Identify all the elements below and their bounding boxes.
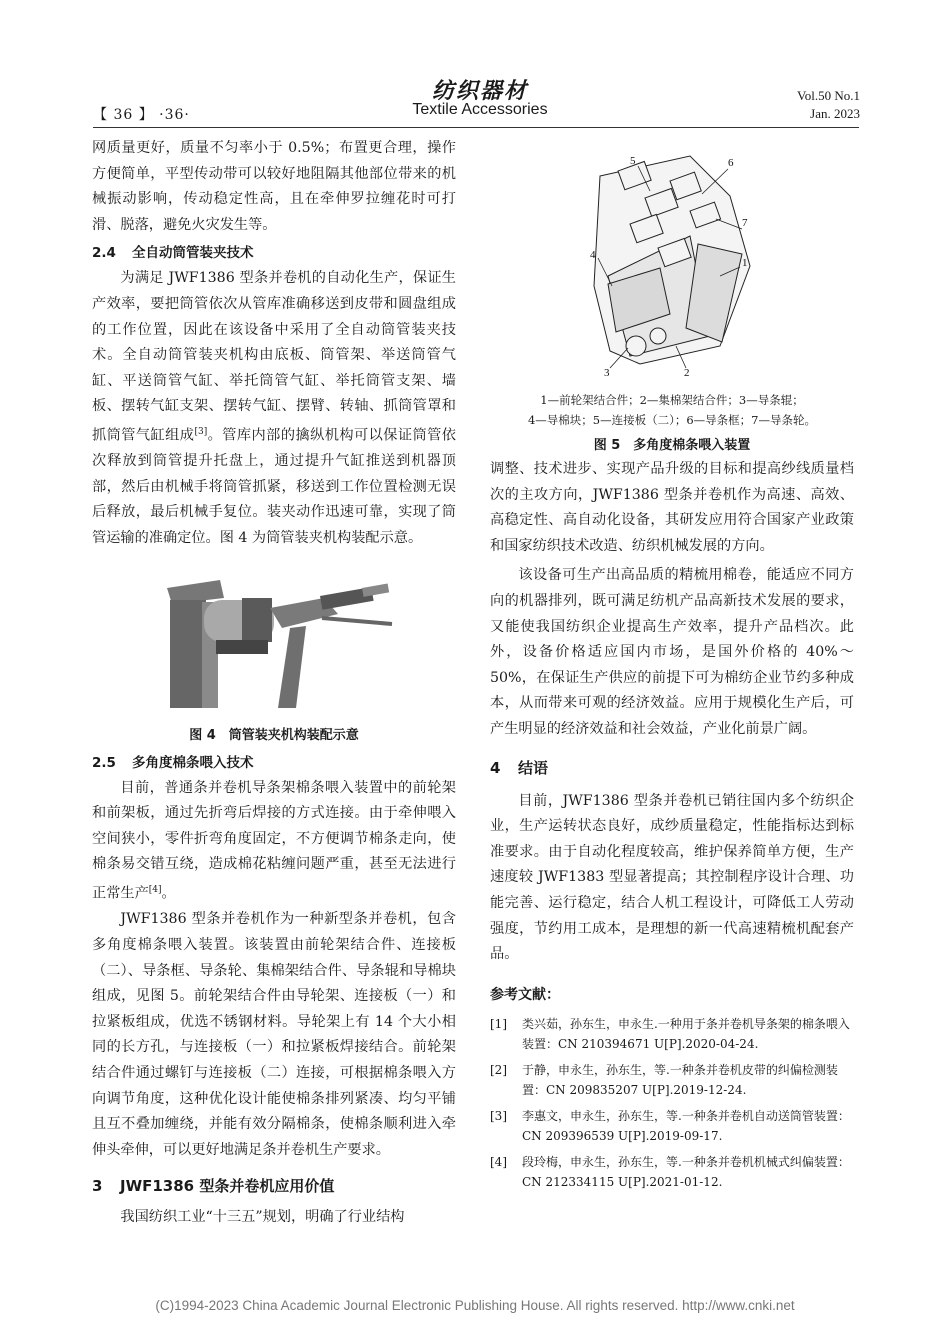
journal-title-cn: 纺织器材 [431, 78, 528, 104]
reference-text: 李惠文，申永生，孙东生，等.一种条并卷机自动送筒管装置：CN 209396539 U[P].2019-09-17. [522, 1108, 850, 1143]
fig5-label-6: 6 [728, 157, 734, 169]
fig5-label-1: 1 [742, 257, 748, 269]
paragraph [92, 266, 456, 551]
references-list [490, 1014, 854, 1192]
fig5-label-5: 5 [630, 155, 636, 167]
section-number: 2.4 [92, 245, 116, 262]
reference-text: 段玲梅，申永生，孙东生，等.一种条并卷机机械式纠偏装置：CN 212334115 U[P].2021-01-12. [522, 1154, 850, 1189]
section-title: 结语 [518, 758, 549, 777]
journal-date: Jan. 2023 [810, 106, 860, 121]
paragraph: 该设备可生产出高品质的精梳用棉卷，能适应不同方向的机器排列，既可满足纺机产品高新技术发展的要求，又能使我国纺织企业提高生产效率，提升产品档次。此外，设备价格适应国内市场，是国外价格的 40%～50%，在保证生产供应的前提下可为棉纺企业节约多种成本，从而带来可观的经济效益。应用于规模化生产后，可产生明显的经济效益和社会效益，产业化前景广阔。 [490, 567, 854, 737]
fig4-part [170, 600, 206, 708]
fig4-part [278, 626, 306, 708]
references-title: 参考文献： [490, 986, 560, 1003]
section-number: 3 [92, 1177, 103, 1196]
section-heading-3 [92, 1173, 456, 1199]
paragraph-text: 。管库内部的擒纵机构可以保证筒管依次释放到筒管提升托盘上，通过提升气缸推送到机器顶部，然后由机械手将筒管抓紧，移送到工作位置检测无误后释放，最后机械手复位。装夹动作迅速可靠，实现了筒管运输的准确定位。图 4 为筒管装夹机构装配示意。 [92, 427, 456, 547]
copyright-footer: (C)1994-2023 China Academic Journal Electronic Publishing House. All rights reserved. http://www.cnki.net [155, 1298, 795, 1313]
reference-number: [2] [490, 1062, 507, 1077]
paragraph-text: 为满足 JWF1386 型条并卷机的自动化生产，保证生产效率，要把筒管依次从管库准确移送到皮带和圆盘组成的工作位置，因此在该设备中采用了全自动筒管装夹技术。全自动筒管装夹机构由底板、筒管架、举送筒管气缸、平送筒管气缸、举托筒管气缸、举托筒管支架、墙板、摆转气缸支架、摆转气缸、摆臂、转轴、抓筒管罩和抓筒管气缸组成 [92, 270, 456, 444]
figure-4-image [92, 570, 456, 708]
fig5-label-7: 7 [742, 217, 748, 229]
section-heading-4 [490, 755, 854, 781]
fig5-part [650, 328, 666, 344]
reference-item [490, 1060, 854, 1100]
reference-number: [3] [490, 1108, 507, 1123]
left-column [92, 136, 456, 1231]
reference-item [490, 1014, 854, 1054]
journal-title-en: Textile Accessories [412, 101, 548, 118]
figure-5-legend-1: 1—前轮架结合件；2—集棉架结合件；3—导条辊； [540, 393, 804, 407]
reference-item [490, 1152, 854, 1192]
right-column [490, 136, 854, 1198]
figure-4 [92, 570, 456, 708]
section-title: 多角度棉条喂入技术 [132, 754, 254, 771]
reference-number: [4] [490, 1154, 507, 1169]
section-number: 2.5 [92, 754, 116, 771]
fig5-part [626, 336, 646, 356]
paragraph: JWF1386 型条并卷机作为一种新型条并卷机，包含多角度棉条喂入装置。该装置由前轮架结合件、连接板（二）、导条框、导条轮、集棉架结合件、导条辊和导棉块组成，见图 5。前轮架结合件由导轮架、连接板（一）和拉紧板组成，优选不锈钢材料。导轮架上有 14 个大小相同的长方孔，与连接板（一）和拉紧板焊接结合。前轮架结合件通过螺钉与连接板（二）连接，可根据棉条喂入方向调节角度，这种优化设计能使棉条排列紧凑、均匀平铺且互不叠加缠绕，并能有效分隔棉条，使棉条顺利进入牵伸头牵伸，可以更好地满足条并卷机生产要求。 [92, 911, 456, 1158]
page-number: 【 36 】 ·36· [93, 107, 190, 123]
reference-text: 类兴茹，孙东生，申永生.一种用于条并卷机导条架的棉条喂入装置：CN 210394671 U[P].2020-04-24. [522, 1016, 850, 1051]
figure-5-caption: 图 5 多角度棉条喂入装置 [593, 438, 751, 453]
fig5-label-3: 3 [604, 367, 610, 379]
figure-5-image [490, 136, 854, 390]
fig4-part [242, 598, 272, 642]
fig5-label-2: 2 [684, 367, 690, 379]
section-number: 4 [490, 758, 501, 777]
paragraph [92, 776, 456, 908]
fig4-part [362, 583, 389, 596]
figure-4-caption: 图 4 筒管装夹机构装配示意 [189, 727, 359, 743]
paragraph: 调整、技术进步、实现产品升级的目标和提高纱线质量档次的主攻方向，JWF1386 型条并卷机作为高速、高效、高稳定性、高自动化设备，其研发应用符合国家产业政策和国家纺织技术改造、纺织机械发展的方向。 [490, 461, 854, 554]
figure-5 [490, 136, 854, 390]
section-heading-2-5 [92, 751, 456, 776]
reference-number: [1] [490, 1016, 507, 1031]
figure-5-legend-2: 4—导棉块；5—连接板（二）；6—导条框；7—导条轮。 [527, 413, 816, 427]
citation: [4] [148, 885, 162, 896]
fig4-part [322, 618, 392, 624]
fig5-label-4: 4 [590, 249, 596, 261]
reference-text: 于静，申永生，孙东生，等.一种条并卷机皮带的纠偏检测装置：CN 209835207 U[P].2019-12-24. [522, 1062, 838, 1097]
citation: [3] [194, 426, 208, 437]
section-title: JWF1386 型条并卷机应用价值 [120, 1177, 335, 1196]
paragraph-text: 目前，普通条并卷机导条架棉条喂入装置中的前轮架和前架板，通过先折弯后焊接的方式连接。由于牵伸喂入空间狭小，零件折弯角度固定，不方便调节棉条走向，使棉条易交错互绕，造成棉花粘缠问题严重，甚至无法进行正常生产 [92, 779, 456, 902]
paragraph: 网质量更好，质量不匀率小于 0.5%；布置更合理，操作方便简单，平型传动带可以较好地阻隔其他部位带来的机械振动影响，传动稳定性高，且在牵伸罗拉缠花时可打滑、脱落，避免火灾发生等。 [92, 140, 456, 233]
paragraph: 目前，JWF1386 型条并卷机已销往国内多个纺织企业，生产运转状态良好，成纱质量稳定，性能指标达到标准要求。由于自动化程度较高，维护保养简单方便，生产速度较 JWF1383 型显著提高；其控制程序设计合理、功能完善、运行稳定，结合人机工程设计，可降低工人劳动强度，节约用工成本，是理想的新一代高速精梳机配套产品。 [490, 792, 854, 963]
paragraph-text: 。 [161, 885, 176, 902]
header-rule [93, 127, 859, 128]
section-title: 全自动筒管装夹技术 [132, 245, 254, 262]
fig4-part [216, 640, 268, 654]
journal-volume: Vol.50 No.1 [797, 88, 860, 103]
section-heading-2-4 [92, 241, 456, 266]
paragraph: 我国纺织工业“十三五”规划，明确了行业结构 [120, 1209, 405, 1226]
reference-item [490, 1106, 854, 1146]
